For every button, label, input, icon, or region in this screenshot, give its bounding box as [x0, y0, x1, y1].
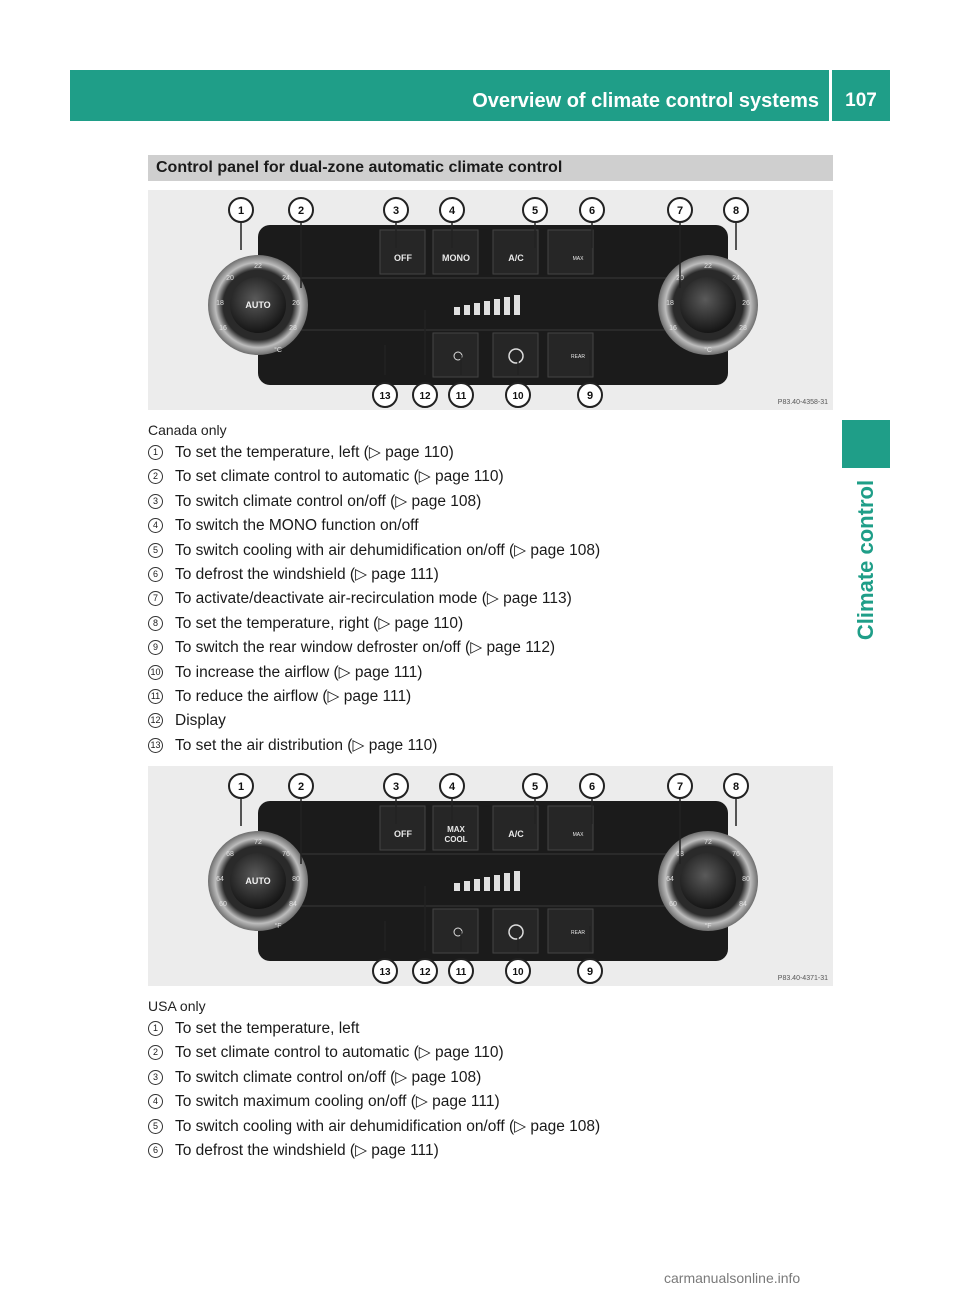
callout-3: 3 — [392, 205, 400, 217]
page-number: 107 — [845, 90, 877, 111]
btn-off-label: OFF — [394, 829, 412, 839]
callout-1: 1 — [237, 781, 245, 793]
list-item: 5 To switch cooling with air dehumidification on/off (▷ page 108) — [148, 1115, 600, 1139]
right-dial-unit: °F — [704, 923, 712, 930]
list-item: 7 To activate/deactivate air-recirculation mode (▷ page 113) — [148, 587, 600, 611]
btn-ac-label: A/C — [508, 829, 524, 839]
watermark: carmanualsonline.info — [664, 1270, 801, 1286]
callout-6: 6 — [588, 781, 596, 793]
list-item: 4 To switch maximum cooling on/off (▷ page 111) — [148, 1090, 600, 1114]
callout-5: 5 — [531, 205, 539, 217]
svg-text:22: 22 — [704, 263, 712, 270]
legend-list-canada — [148, 441, 600, 758]
caption-canada: Canada only — [148, 422, 227, 438]
list-item: 5 To switch cooling with air dehumidification on/off (▷ page 108) — [148, 539, 600, 563]
callout-8: 8 — [732, 205, 740, 217]
right-dial-unit: °C — [704, 347, 712, 354]
svg-text:26: 26 — [742, 300, 750, 307]
list-item: 6 To defrost the windshield (▷ page 111) — [148, 1139, 600, 1163]
svg-text:16: 16 — [669, 325, 677, 332]
svg-text:76: 76 — [282, 851, 290, 858]
callout-9: 9 — [586, 390, 594, 402]
list-item: 4 To switch the MONO function on/off — [148, 514, 600, 538]
btn-rear-label: REAR — [571, 930, 585, 936]
svg-text:76: 76 — [732, 851, 740, 858]
callout-12: 12 — [419, 967, 431, 978]
control-panel-figure-usa — [148, 766, 833, 986]
caption-usa: USA only — [148, 998, 206, 1014]
svg-text:60: 60 — [219, 901, 227, 908]
svg-text:80: 80 — [742, 876, 750, 883]
callout-1: 1 — [237, 205, 245, 217]
svg-text:64: 64 — [666, 876, 674, 883]
control-panel-figure-canada — [148, 190, 833, 410]
left-dial-auto: AUTO — [245, 876, 271, 886]
callout-7: 7 — [676, 781, 684, 793]
list-item: 1 To set the temperature, left (▷ page 110) — [148, 441, 600, 465]
callout-5: 5 — [531, 781, 539, 793]
svg-text:68: 68 — [226, 851, 234, 858]
svg-text:22: 22 — [254, 263, 262, 270]
left-dial-unit: °C — [274, 347, 282, 354]
figure-code: P83.40-4371-31 — [777, 975, 828, 982]
svg-text:64: 64 — [216, 876, 224, 883]
callout-7: 7 — [676, 205, 684, 217]
callout-11: 11 — [455, 391, 467, 402]
list-item: 10 To increase the airflow (▷ page 111) — [148, 661, 600, 685]
list-item: 3 To switch climate control on/off (▷ page 108) — [148, 1066, 600, 1090]
callout-6: 6 — [588, 205, 596, 217]
btn-maxcool-label-1: MAX — [447, 825, 465, 834]
svg-text:24: 24 — [732, 275, 740, 282]
svg-text:16: 16 — [219, 325, 227, 332]
left-dial-auto: AUTO — [245, 300, 271, 310]
svg-text:26: 26 — [292, 300, 300, 307]
svg-text:18: 18 — [666, 300, 674, 307]
list-item: 9 To switch the rear window defroster on/off (▷ page 112) — [148, 636, 600, 660]
svg-text:18: 18 — [216, 300, 224, 307]
callout-13: 13 — [379, 967, 391, 978]
list-item: 13 To set the air distribution (▷ page 110) — [148, 734, 600, 758]
list-item: 11 To reduce the airflow (▷ page 111) — [148, 685, 600, 709]
btn-maxcool-label-2: COOL — [444, 835, 468, 844]
callout-4: 4 — [448, 781, 456, 793]
svg-text:28: 28 — [289, 325, 297, 332]
svg-text:72: 72 — [254, 839, 262, 846]
callout-2: 2 — [297, 205, 305, 217]
chapter-label: Climate control — [853, 479, 878, 641]
list-item: 12 Display — [148, 709, 600, 733]
svg-text:84: 84 — [289, 901, 297, 908]
callout-10: 10 — [512, 391, 524, 402]
svg-text:20: 20 — [676, 275, 684, 282]
svg-text:84: 84 — [739, 901, 747, 908]
callout-13: 13 — [379, 391, 391, 402]
list-item: 1 To set the temperature, left — [148, 1017, 600, 1041]
list-item: 6 To defrost the windshield (▷ page 111) — [148, 563, 600, 587]
callout-8: 8 — [732, 781, 740, 793]
btn-off-label: OFF — [394, 253, 412, 263]
svg-text:28: 28 — [739, 325, 747, 332]
callout-9: 9 — [586, 966, 594, 978]
list-item: 2 To set climate control to automatic (▷ page 110) — [148, 1041, 600, 1065]
callout-4: 4 — [448, 205, 456, 217]
callout-2: 2 — [297, 781, 305, 793]
svg-text:80: 80 — [292, 876, 300, 883]
svg-text:60: 60 — [669, 901, 677, 908]
header-title: Overview of climate control systems — [472, 90, 819, 112]
figure-code: P83.40-4358-31 — [777, 399, 828, 406]
legend-list-usa — [148, 1017, 600, 1163]
list-item: 3 To switch climate control on/off (▷ page 108) — [148, 490, 600, 514]
btn-max-label: MAX — [572, 832, 584, 838]
callout-12: 12 — [419, 391, 431, 402]
svg-text:24: 24 — [282, 275, 290, 282]
btn-mono-label: MONO — [442, 253, 470, 263]
callout-10: 10 — [512, 967, 524, 978]
btn-max-label: MAX — [572, 256, 584, 262]
left-dial-unit: °F — [274, 923, 282, 930]
svg-text:20: 20 — [226, 275, 234, 282]
svg-text:68: 68 — [676, 851, 684, 858]
btn-ac-label: A/C — [508, 253, 524, 263]
list-item: 8 To set the temperature, right (▷ page 110) — [148, 612, 600, 636]
svg-text:72: 72 — [704, 839, 712, 846]
callout-11: 11 — [455, 967, 467, 978]
callout-3: 3 — [392, 781, 400, 793]
list-item: 2 To set climate control to automatic (▷ page 110) — [148, 465, 600, 489]
btn-rear-label: REAR — [571, 354, 585, 360]
section-title: Control panel for dual-zone automatic climate control — [148, 155, 833, 181]
